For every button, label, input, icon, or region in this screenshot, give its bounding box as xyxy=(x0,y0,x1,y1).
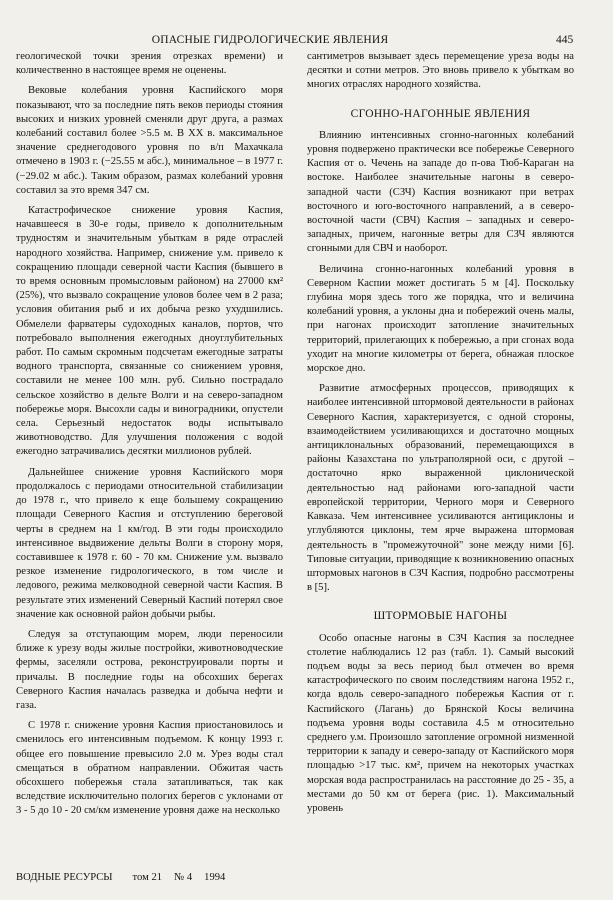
journal-volume: том 21 xyxy=(132,872,163,883)
section-heading: ШТОРМОВЫЕ НАГОНЫ xyxy=(373,610,508,623)
paragraph: С 1978 г. снижение уровня Каспия приостановилось и сменилось его интенсивным подъемом. К концу 1993 г. общее его повышение превысило 2.0 м. Урез воды стал смещаться в обратном направлении. Обжитая часть обсохшего побережья стала затапливаться, так как вследствие исключительно пологих берегов с уклонами от 3 - 5 до 10 - 20 см/км изменение уровня даже на несколько xyxy=(16,720,283,817)
paragraph: Катастрофическое снижение уровня Каспия, начавшееся в 30-е годы, привело к дополнительным трудностям и значительным убыткам в ряде отраслей народного хозяйства. Например, снижение у.м. привело к сокращению площади северной части Каспия (бывшего в то время основным промысловым районом) на 27000 км² (25%), что вызвало сокращение уловов более чем в 2 раза; условия обитания рыб и их добыча резко ухудшились. Обмелели фарватеры судоходных каналов, портов, что потребовало выполнения ежегодных дноуглубительных работ. По самым скромным подсчетам ежегодные затраты водного транспорта, связанные со снижением уровня, составили не менее 100 млн. руб. Сильно пострадало сельское хозяйство в дельте Волги и на северо-западном побережье моря. Высохли сады и виноградники, опустели села. Серьезный недостаток воды испытывало животноводство. Для улучшения положения с водой ежегодно затрачивались десятки миллионов рублей. xyxy=(16,205,283,458)
section-heading: СГОННО-НАГОННЫЕ ЯВЛЕНИЯ xyxy=(350,107,531,120)
journal-year: 1994 xyxy=(204,872,226,883)
paragraph: Величина сгонно-нагонных колебаний уровня в Северном Каспии может достигать 5 м [4]. Поскольку глубина моря здесь того же порядка, что и величина колебаний уровня, а уклоны дна и побережий очень малы, при нагонах происходит затопление значительных территорий, прилегающих к побережью, а при сгонах вода уходит на многие километры от берега, обнажая плоское морское дно. xyxy=(307,263,574,375)
paragraph: Дальнейшее снижение уровня Каспийского моря продолжалось с периодами относительной стабилизации до 1978 г., что привело к еще большему сокращению площади Северного Каспия и отступлению береговой черты в среднем на 1 км/год. В эти годы происходило интенсивное выдвижение дельты Волги в сторону моря, составившее к 1978 г. 60 - 70 км. Снижение у.м. вызвало резкое изменение гидрологического, в том числе и ледового, режима мелководной северной части Каспия. В результате этих изменений Северный Каспий потерял свое значение как основной район добычи рыбы. xyxy=(16,466,283,620)
paragraph: Особо опасные нагоны в СЗЧ Каспия за последнее столетие наблюдались 12 раз (табл. 1). Самый высокий подъем воды за весь период был отмечен во время катастрофического по своим последствиям нагона 1952 г., когда вдоль северо-западного побережья Каспия от г. Каспийского (Лагань) до Брянской Косы величина подъема уровня воды составила 4.5 м относительно среднего у.м. Произошло затопление огромной низменной территории к западу и северо-западу от Каспийского моря площадью >17 тыс. км², причем на некоторых участках морская вода распространилась на расстояние до 25 - 35, а местами до 50 км от берега (рис. 1). Максимальный уровень xyxy=(307,632,574,814)
paragraph: Влиянию интенсивных сгонно-нагонных колебаний уровня подвержено практически все побережье Северного Каспия от о. Чечень на западе до п-ова Тюб-Караган на востоке. Наиболее значительные нагоны в северо-западной части (СЗЧ) Каспия возникают при ветрах восточного и юго-восточного направлений, а в северо-восточной части (СВЧ) Каспия – западных и северо-западных, причем, нагонные ветры для СЗЧ являются сгонными для СВЧ и наоборот. xyxy=(307,129,574,255)
paragraph: Следуя за отступающим морем, люди переносили ближе к урезу воды жилые постройки, животноводческие фермы, заселяли острова, реконструировали порты и причалы. В последние годы на обсохших берегах Северного Каспия началась разведка и добыча нефти и газа. xyxy=(16,628,283,711)
left-column xyxy=(16,50,283,825)
paragraph: сантиметров вызывает здесь перемещение уреза воды на десятки и сотни метров. Это вновь привело к убыткам во многих отраслях народного хозяйства. xyxy=(307,51,574,91)
running-head: ОПАСНЫЕ ГИДРОЛОГИЧЕСКИЕ ЯВЛЕНИЯ xyxy=(151,34,389,46)
journal-issue: № 4 xyxy=(174,872,193,883)
journal-name: ВОДНЫЕ РЕСУРСЫ xyxy=(16,872,113,883)
page-number: 445 xyxy=(556,34,574,46)
paragraph: Развитие атмосферных процессов, приводящих к наиболее интенсивной штормовой деятельности в районах Северного Каспия, характеризуется, с одной стороны, взаимодействием усиливающихся и достаточно мощных антициклональных образований, перемещающихся в районы Казахстана по ультраполярной оси, с другой – достаточно ярко выраженной циклонической деятельностью над районами юго-западной части европейской территории, Черного моря и Северного Кавказа. Чем интенсивнее усиливаются антициклоны и углубляются циклоны, тем ярче выражена штормовая деятельность в "промежуточной" зоне между ними [6]. Типовые ситуации, приводящие к возникновению опасных штормовых нагонов в СЗЧ Каспия, подробно рассмотрены в [5]. xyxy=(307,383,574,594)
page-footer xyxy=(16,872,225,883)
paragraph: геологической точки зрения отрезках времени) и количественно в настоящее время не оценены. xyxy=(16,51,283,77)
paragraph: Вековые колебания уровня Каспийского моря показывают, что за последние пять веков периоды стояния высоких и низких уровней сменяли друг друга, а размах колебаний составил более >5.5 м. В XX в. максимальное значение среднегодового уровня по в/п Махачкала отмечено в 1903 г. (−25.55 м абс.), минимальное – в 1977 г. (−29.02 м абс.). Таким образом, размах колебаний уровня составил за это время 347 см. xyxy=(16,85,283,196)
right-column xyxy=(307,50,574,822)
